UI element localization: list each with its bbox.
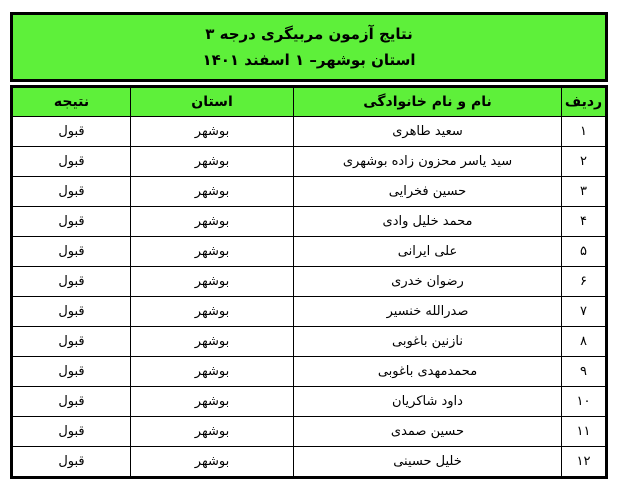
row-number: ۷	[562, 297, 607, 327]
province-cell: بوشهر	[131, 387, 294, 417]
person-name: سعید طاهری	[294, 117, 562, 147]
row-number: ۹	[562, 357, 607, 387]
result-cell: قبول	[12, 387, 131, 417]
header-province: استان	[131, 87, 294, 117]
result-cell: قبول	[12, 237, 131, 267]
row-number: ۵	[562, 237, 607, 267]
page-title: نتایج آزمون مربیگری درجه ۳	[205, 25, 413, 43]
table-row	[12, 267, 607, 297]
person-name: نازنین باغوبی	[294, 327, 562, 357]
province-cell: بوشهر	[131, 117, 294, 147]
table-row	[12, 357, 607, 387]
table-row	[12, 387, 607, 417]
row-number: ۱۱	[562, 417, 607, 447]
person-name: خلیل حسینی	[294, 447, 562, 478]
person-name: حسین فخرایی	[294, 177, 562, 207]
province-cell: بوشهر	[131, 267, 294, 297]
result-cell: قبول	[12, 327, 131, 357]
person-name: سید یاسر محزون زاده بوشهری	[294, 147, 562, 177]
row-number: ۱۰	[562, 387, 607, 417]
row-number: ۳	[562, 177, 607, 207]
province-cell: بوشهر	[131, 357, 294, 387]
province-cell: بوشهر	[131, 177, 294, 207]
province-cell: بوشهر	[131, 237, 294, 267]
result-cell: قبول	[12, 447, 131, 478]
table-row	[12, 297, 607, 327]
person-name: داود شاکریان	[294, 387, 562, 417]
row-number: ۶	[562, 267, 607, 297]
row-number: ۱	[562, 117, 607, 147]
row-number: ۴	[562, 207, 607, 237]
person-name: محمد خلیل وادی	[294, 207, 562, 237]
table-row	[12, 207, 607, 237]
result-cell: قبول	[12, 417, 131, 447]
province-cell: بوشهر	[131, 207, 294, 237]
person-name: صدرالله خنسیر	[294, 297, 562, 327]
table-header-row	[12, 87, 607, 117]
header-result: نتیجه	[12, 87, 131, 117]
table-row	[12, 327, 607, 357]
table-row	[12, 237, 607, 267]
result-cell: قبول	[12, 267, 131, 297]
person-name: علی ایرانی	[294, 237, 562, 267]
province-cell: بوشهر	[131, 297, 294, 327]
person-name: حسین صمدی	[294, 417, 562, 447]
result-cell: قبول	[12, 147, 131, 177]
province-cell: بوشهر	[131, 417, 294, 447]
province-cell: بوشهر	[131, 147, 294, 177]
person-name: محمدمهدی باغوبی	[294, 357, 562, 387]
table-row	[12, 147, 607, 177]
result-cell: قبول	[12, 297, 131, 327]
title-banner	[10, 12, 608, 82]
row-number: ۱۲	[562, 447, 607, 478]
result-cell: قبول	[12, 207, 131, 237]
table-row	[12, 177, 607, 207]
result-cell: قبول	[12, 177, 131, 207]
header-name: نام و نام خانوادگی	[294, 87, 562, 117]
header-row-number: ردیف	[562, 87, 607, 117]
result-cell: قبول	[12, 357, 131, 387]
results-sheet	[10, 12, 608, 469]
table-row	[12, 417, 607, 447]
results-table	[10, 85, 608, 479]
province-cell: بوشهر	[131, 327, 294, 357]
page-subtitle: استان بوشهر– ۱ اسفند ۱۴۰۱	[202, 51, 416, 69]
table-row	[12, 447, 607, 478]
person-name: رضوان خدری	[294, 267, 562, 297]
result-cell: قبول	[12, 117, 131, 147]
row-number: ۲	[562, 147, 607, 177]
province-cell: بوشهر	[131, 447, 294, 478]
table-row	[12, 117, 607, 147]
row-number: ۸	[562, 327, 607, 357]
